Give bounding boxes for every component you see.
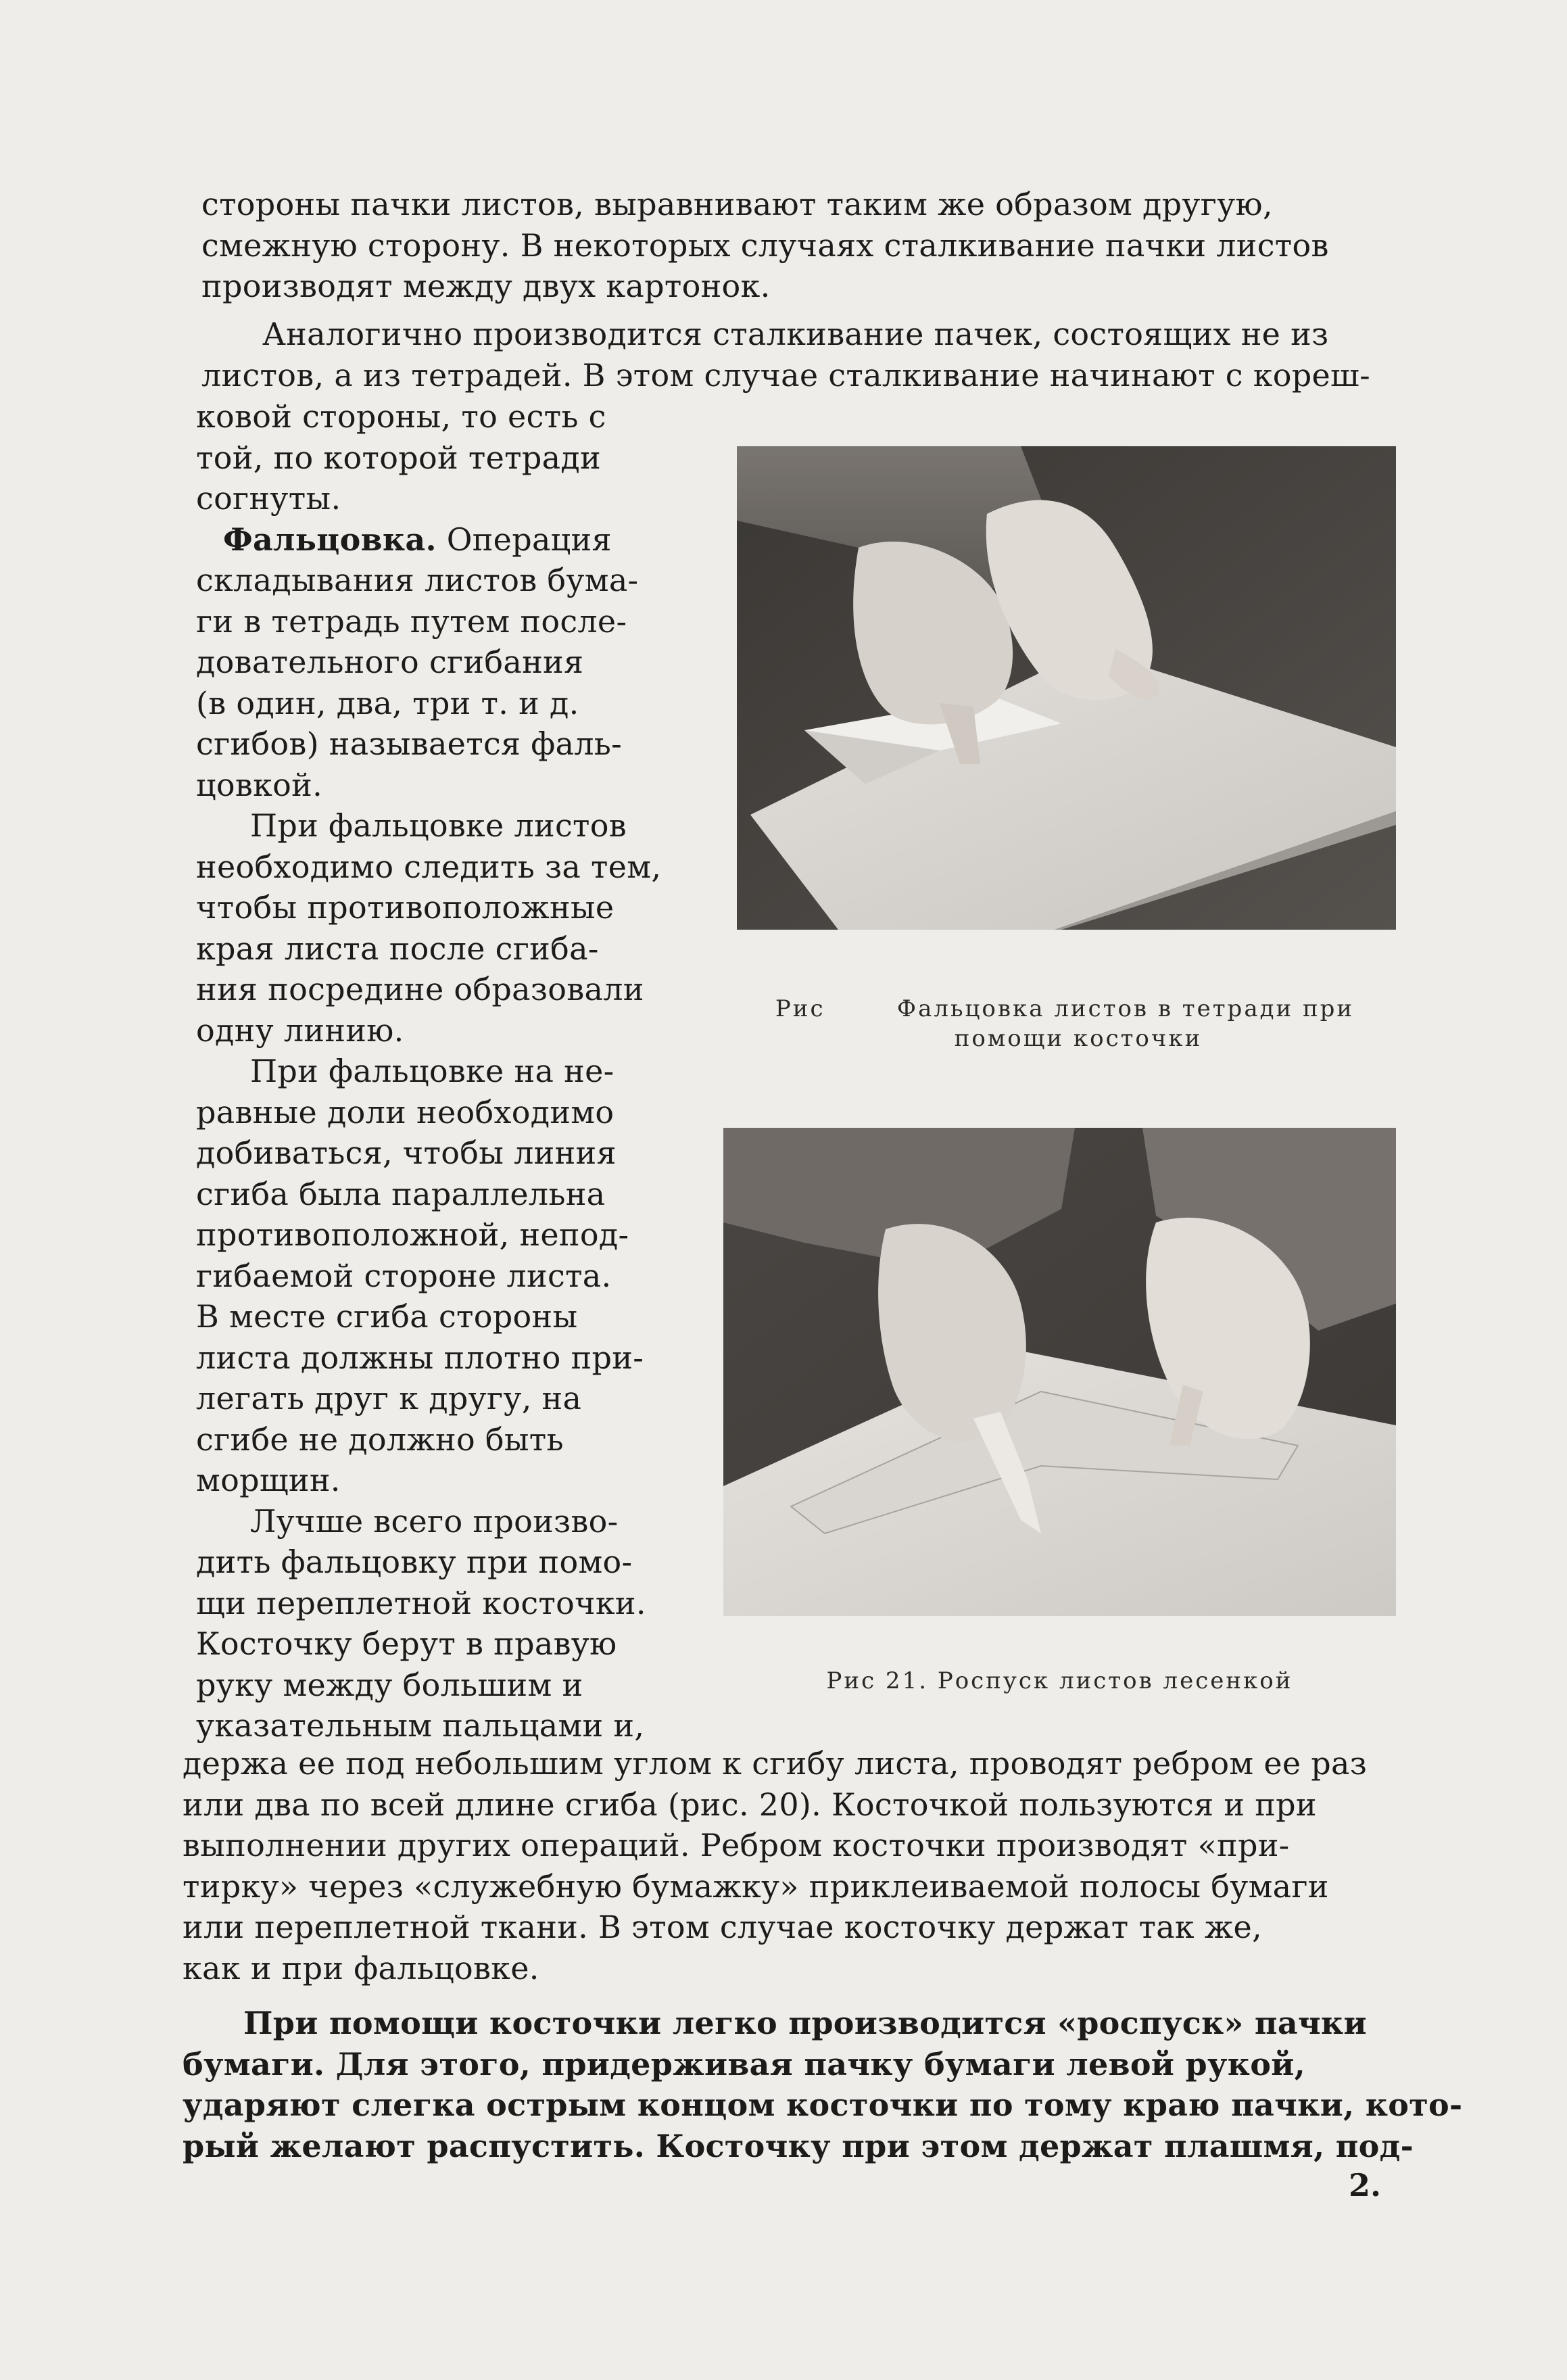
text-line: указательным пальцами и,: [196, 1707, 645, 1744]
paragraph-bone-folder: [183, 1743, 1406, 1989]
text-line: бумаги. Для этого, придерживая пачку бумаги левой рукой,: [183, 2045, 1305, 2082]
text-line: цовкой.: [196, 766, 322, 803]
paragraph-stacking-notebooks: [201, 314, 1412, 396]
text-line: При фальцовке листов: [250, 807, 627, 844]
text-line: руку между большим и: [196, 1666, 583, 1703]
text-line: тирку» через «служебную бумажку» приклеиваемой полосы бумаги: [183, 1867, 1329, 1905]
text-line: рый желают распустить. Косточку при этом держат плашмя, под-: [183, 2127, 1414, 2164]
paragraph-top: [201, 184, 1412, 307]
text-line: сгиба была параллельна: [196, 1175, 606, 1212]
page-number: 2.: [1349, 2167, 1382, 2204]
text-line: дить фальцовку при помо-: [196, 1544, 633, 1580]
figure-21-caption: Рис 21. Роспуск листов лесенкой: [826, 1667, 1293, 1694]
text-line: Аналогично производится сталкивание пачек, состоящих не из: [262, 316, 1329, 352]
text-line: сгибе не должно быть: [196, 1421, 564, 1458]
text-line: При помощи косточки легко производится «роспуск» пачки: [243, 2005, 1367, 2041]
section-heading-line: [196, 519, 683, 561]
left-column-text: [196, 396, 683, 1746]
text-line: необходимо следить за тем,: [196, 848, 662, 885]
text-line: листов, а из тетрадей. В этом случае сталкивание начинают с кореш-: [201, 356, 1370, 394]
text-line: смежную сторону. В некоторых случаях сталкивание пачки листов: [201, 227, 1329, 264]
figure-21-photo: [723, 1128, 1396, 1616]
text-line: или переплетной ткани. В этом случае косточку держат так же,: [183, 1909, 1262, 1945]
text-line: держа ее под небольшим углом к сгибу листа, проводят ребром ее раз: [183, 1745, 1368, 1782]
paragraph-rospusk: [183, 2003, 1463, 2166]
caption-text-2: помощи косточки: [954, 1025, 1203, 1052]
text-line: морщин.: [196, 1462, 341, 1498]
text-line: чтобы противоположные: [196, 889, 614, 926]
text-line: ния посредине образовали: [196, 971, 644, 1007]
text-line: В месте сгиба стороны: [196, 1298, 578, 1335]
text-line: При фальцовке на не-: [250, 1053, 614, 1089]
text-line: листа должны плотно при-: [196, 1339, 644, 1376]
text-line: гибаемой стороне листа.: [196, 1257, 612, 1294]
figure-20-caption: [717, 994, 1413, 1053]
text-line: щи переплетной косточки.: [196, 1584, 646, 1621]
text-line: добиваться, чтобы линия: [196, 1135, 617, 1171]
caption-label: Рис: [775, 995, 825, 1022]
text-line: сгибов) называется фаль-: [196, 725, 622, 762]
text-line: как и при фальцовке.: [183, 1949, 539, 1986]
text-line: стороны пачки листов, выравнивают таким же образом другую,: [201, 186, 1273, 222]
text-line: одну линию.: [196, 1012, 404, 1049]
text-line: ударяют слегка острым концом косточки по тому краю пачки, кото-: [183, 2087, 1463, 2123]
text-line: той, по которой тетради: [196, 439, 601, 476]
text-line: Косточку берут в правую: [196, 1625, 617, 1662]
text-line: противоположной, непод-: [196, 1216, 629, 1253]
section-heading: Фальцовка.: [223, 521, 437, 558]
text-line: довательного сгибания: [196, 644, 584, 680]
text-line: Лучше всего произво-: [250, 1502, 619, 1540]
text-line: согнуты.: [196, 480, 341, 517]
text-line: (в один, два, три т. и д.: [196, 684, 579, 721]
text-fragment: Операция: [436, 521, 612, 558]
caption-text: Фальцовка листов в тетради при: [896, 995, 1355, 1022]
text-line: складывания листов бума-: [196, 562, 639, 598]
text-line: выполнении других операций. Ребром косточки производят «при-: [183, 1827, 1290, 1863]
text-line: или два по всей длине сгиба (рис. 20). Косточкой пользуются и при: [183, 1786, 1317, 1823]
text-line: легать друг к другу, на: [196, 1380, 582, 1417]
text-line: производят между двух картонок.: [201, 268, 771, 304]
text-line: края листа после сгиба-: [196, 930, 599, 967]
text-line: ковой стороны, то есть с: [196, 398, 606, 435]
text-line: равные доли необходимо: [196, 1093, 614, 1130]
figure-20-photo: [737, 446, 1396, 930]
text-line: ги в тетрадь путем после-: [196, 602, 627, 640]
